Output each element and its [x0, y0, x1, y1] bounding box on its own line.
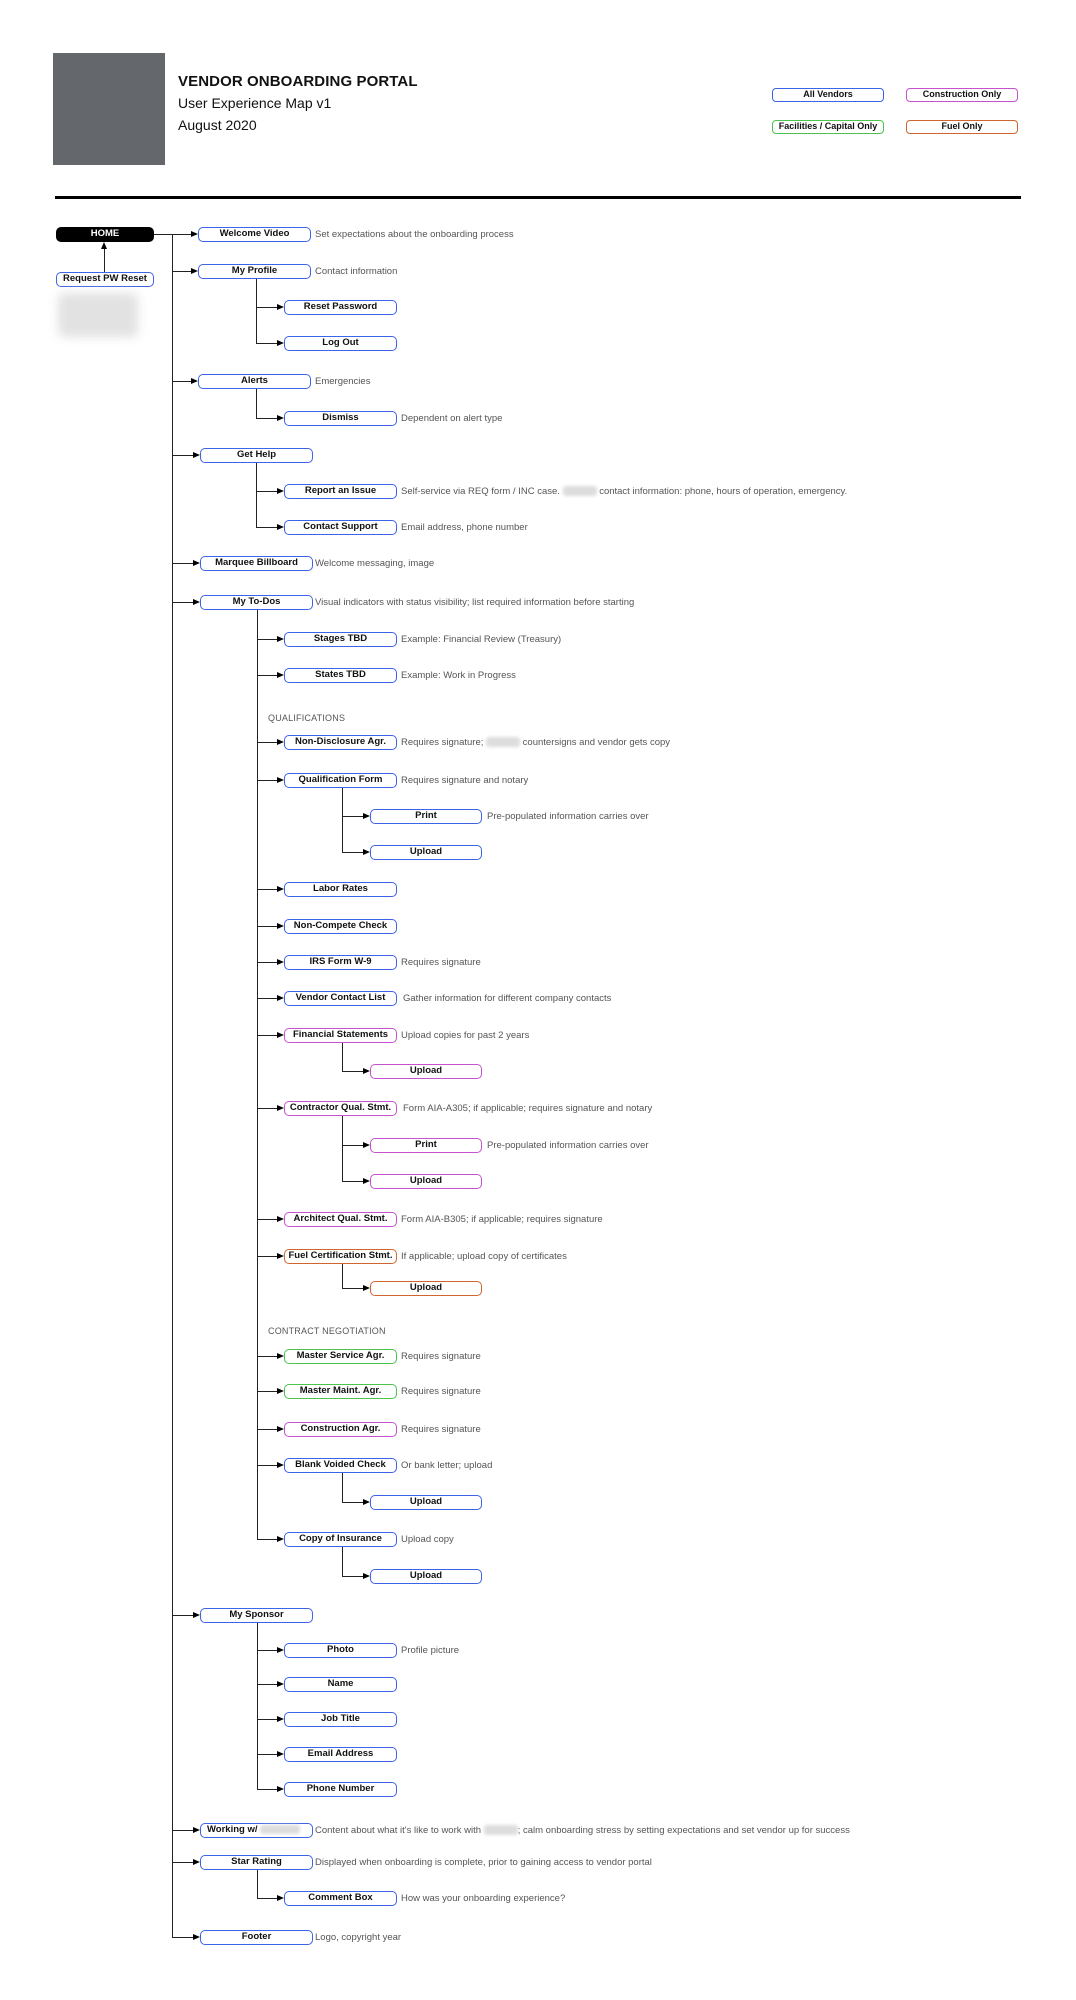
irs-w9-node[interactable]: IRS Form W-9: [284, 955, 397, 970]
legend-construction-only: Construction Only: [906, 88, 1018, 102]
my-todos-desc: Visual indicators with status visibility; list required information before starting: [315, 597, 635, 608]
construction-agr-node[interactable]: Construction Agr.: [284, 1422, 397, 1437]
qual-upload-node[interactable]: Upload: [370, 845, 482, 860]
fuel-upload-node[interactable]: Upload: [370, 1281, 482, 1296]
legend-facilities-capital-only: Facilities / Capital Only: [772, 120, 884, 134]
connector: [257, 1870, 258, 1899]
arrow-right-icon: [277, 1105, 284, 1111]
connector: [172, 271, 192, 272]
arrow-right-icon: [277, 415, 284, 421]
connector: [342, 1502, 364, 1503]
qualification-form-desc: Requires signature and notary: [401, 775, 529, 786]
my-profile-node[interactable]: My Profile: [198, 264, 311, 279]
connector: [257, 998, 278, 999]
connector: [154, 234, 172, 235]
master-service-agr-desc: Requires signature: [401, 1351, 481, 1362]
todos-branch-line: [257, 610, 258, 1540]
connector: [172, 1937, 194, 1938]
qual-print-desc: Pre-populated information carries over: [487, 811, 649, 822]
connector: [256, 389, 257, 419]
connector: [256, 527, 278, 528]
nda-desc: [401, 737, 670, 749]
connector: [342, 788, 343, 853]
page-title: VENDOR ONBOARDING PORTAL: [178, 73, 418, 90]
stages-tbd-desc: Example: Financial Review (Treasury): [401, 634, 562, 645]
arrow-right-icon: [277, 1462, 284, 1468]
states-tbd-node[interactable]: States TBD: [284, 668, 397, 683]
reset-password-node[interactable]: Reset Password: [284, 300, 397, 315]
connector: [257, 1356, 278, 1357]
connector: [257, 1650, 278, 1651]
star-rating-desc: Displayed when onboarding is complete, prior to gaining access to vendor portal: [315, 1857, 652, 1868]
arrow-right-icon: [277, 1716, 284, 1722]
my-profile-desc: Contact information: [315, 266, 398, 277]
arrow-right-icon: [193, 560, 200, 566]
report-issue-desc-a: Self-service via REQ form / INC case.: [401, 486, 560, 497]
arrow-up-icon: [101, 242, 107, 249]
arrow-right-icon: [277, 1681, 284, 1687]
my-todos-node[interactable]: My To-Dos: [200, 595, 313, 610]
comment-box-desc: How was your onboarding experience?: [401, 1893, 566, 1904]
connector: [342, 1043, 343, 1072]
non-compete-node[interactable]: Non-Compete Check: [284, 919, 397, 934]
copy-of-insurance-node[interactable]: Copy of Insurance: [284, 1532, 397, 1547]
arrow-right-icon: [363, 1499, 370, 1505]
voided-check-upload-node[interactable]: Upload: [370, 1495, 482, 1510]
section-qualifications: QUALIFICATIONS: [268, 713, 346, 723]
connector: [342, 816, 364, 817]
request-pw-reset-node[interactable]: Request PW Reset: [56, 272, 154, 287]
arrow-right-icon: [363, 1573, 370, 1579]
connector: [342, 1145, 364, 1146]
sponsor-name-node[interactable]: Name: [284, 1677, 397, 1692]
qualification-form-node[interactable]: Qualification Form: [284, 773, 397, 788]
financial-statements-node[interactable]: Financial Statements: [284, 1028, 397, 1043]
arrow-right-icon: [277, 672, 284, 678]
connector: [257, 639, 278, 640]
connector: [256, 418, 278, 419]
copy-of-insurance-desc: Upload copy: [401, 1534, 454, 1545]
report-issue-desc: [401, 486, 847, 498]
connector: [257, 1465, 278, 1466]
arrow-right-icon: [277, 1253, 284, 1259]
connector: [104, 248, 105, 274]
connector: [257, 1789, 278, 1790]
star-rating-node[interactable]: Star Rating: [200, 1855, 313, 1870]
arrow-right-icon: [193, 1934, 200, 1940]
connector: [256, 343, 278, 344]
connector: [172, 1615, 194, 1616]
arrow-right-icon: [277, 524, 284, 530]
arrow-right-icon: [277, 777, 284, 783]
arrow-right-icon: [363, 813, 370, 819]
connector: [172, 563, 194, 564]
nda-desc-a: Requires signature;: [401, 737, 484, 748]
redacted-text: [58, 293, 138, 337]
arrow-right-icon: [277, 1786, 284, 1792]
arrow-right-icon: [191, 231, 198, 237]
report-issue-desc-b: contact information: phone, hours of operation, emergency.: [599, 486, 848, 497]
dismiss-node[interactable]: Dismiss: [284, 411, 397, 426]
architect-qual-desc: Form AIA-B305; if applicable; requires signature: [401, 1214, 603, 1225]
arrow-right-icon: [363, 1178, 370, 1184]
connector: [257, 1898, 278, 1899]
arrow-right-icon: [193, 1827, 200, 1833]
arrow-right-icon: [363, 1285, 370, 1291]
states-tbd-desc: Example: Work in Progress: [401, 670, 516, 681]
fuel-certification-desc: If applicable; upload copy of certificates: [401, 1251, 567, 1262]
connector: [257, 742, 278, 743]
title-block: [178, 72, 418, 136]
arrow-right-icon: [363, 1142, 370, 1148]
nda-node[interactable]: Non-Disclosure Agr.: [284, 735, 397, 750]
connector: [342, 1576, 364, 1577]
master-service-agr-node[interactable]: Master Service Agr.: [284, 1349, 397, 1364]
connector: [256, 307, 278, 308]
arrow-right-icon: [191, 378, 198, 384]
arrow-right-icon: [277, 886, 284, 892]
page-subtitle: User Experience Map v1: [178, 95, 332, 111]
connector: [256, 463, 257, 528]
arrow-right-icon: [277, 304, 284, 310]
sponsor-email-node[interactable]: Email Address: [284, 1747, 397, 1762]
stages-tbd-node[interactable]: Stages TBD: [284, 632, 397, 647]
connector: [342, 1473, 343, 1503]
arrow-right-icon: [277, 959, 284, 965]
construction-agr-desc: Requires signature: [401, 1424, 481, 1435]
connector: [172, 1862, 194, 1863]
contractor-upload-node[interactable]: Upload: [370, 1174, 482, 1189]
master-maint-agr-desc: Requires signature: [401, 1386, 481, 1397]
main-trunk-line: [172, 234, 173, 1938]
arrow-right-icon: [277, 1426, 284, 1432]
arrow-right-icon: [277, 1536, 284, 1542]
insurance-upload-node[interactable]: Upload: [370, 1569, 482, 1584]
connector: [257, 1256, 278, 1257]
arrow-right-icon: [277, 340, 284, 346]
arrow-right-icon: [363, 1068, 370, 1074]
connector: [257, 1623, 258, 1790]
dismiss-desc: Dependent on alert type: [401, 413, 503, 424]
marquee-billboard-node[interactable]: Marquee Billboard: [200, 556, 313, 571]
working-with-desc-b: ; calm onboarding stress by setting expectations and set vendor up for success: [517, 1825, 850, 1836]
arrow-right-icon: [277, 1751, 284, 1757]
connector: [257, 1219, 278, 1220]
connector: [342, 1116, 343, 1182]
connector: [257, 1719, 278, 1720]
arrow-right-icon: [193, 452, 200, 458]
arrow-right-icon: [277, 739, 284, 745]
arrow-right-icon: [277, 1032, 284, 1038]
connector: [257, 1035, 278, 1036]
working-with-desc: [315, 1825, 850, 1837]
arrow-right-icon: [277, 923, 284, 929]
footer-desc: Logo, copyright year: [315, 1932, 402, 1943]
footer-node[interactable]: Footer: [200, 1930, 313, 1945]
contractor-print-desc: Pre-populated information carries over: [487, 1140, 649, 1151]
connector: [342, 1181, 364, 1182]
connector: [257, 1429, 278, 1430]
arrow-right-icon: [193, 599, 200, 605]
arrow-right-icon: [277, 1353, 284, 1359]
connector: [342, 852, 364, 853]
contact-support-node[interactable]: Contact Support: [284, 520, 397, 535]
connector: [172, 381, 192, 382]
qual-print-node[interactable]: Print: [370, 809, 482, 824]
arrow-right-icon: [193, 1612, 200, 1618]
connector: [172, 602, 194, 603]
fuel-certification-node[interactable]: Fuel Certification Stmt.: [284, 1249, 397, 1264]
arrow-right-icon: [193, 1859, 200, 1865]
sponsor-photo-desc: Profile picture: [401, 1645, 460, 1656]
connector: [342, 1547, 343, 1577]
connector: [342, 1288, 364, 1289]
alerts-desc: Emergencies: [315, 376, 371, 387]
redacted-text: [563, 486, 597, 496]
financial-upload-node[interactable]: Upload: [370, 1064, 482, 1079]
master-maint-agr-node[interactable]: Master Maint. Agr.: [284, 1384, 397, 1399]
connector: [257, 675, 278, 676]
financial-statements-desc: Upload copies for past 2 years: [401, 1030, 530, 1041]
connector: [342, 1264, 343, 1289]
arrow-right-icon: [363, 849, 370, 855]
get-help-node[interactable]: Get Help: [200, 448, 313, 463]
header-divider: [55, 196, 1021, 199]
arrow-right-icon: [191, 268, 198, 274]
connector: [257, 1108, 278, 1109]
connector: [172, 455, 194, 456]
arrow-right-icon: [277, 1647, 284, 1653]
architect-qual-node[interactable]: Architect Qual. Stmt.: [284, 1212, 397, 1227]
connector: [257, 1539, 278, 1540]
connector: [257, 926, 278, 927]
sponsor-phone-node[interactable]: Phone Number: [284, 1782, 397, 1797]
connector: [256, 279, 257, 344]
connector: [257, 1391, 278, 1392]
welcome-video-node[interactable]: Welcome Video: [198, 227, 311, 242]
page-date: August 2020: [178, 117, 257, 133]
connector: [257, 1684, 278, 1685]
section-contract-negotiation: CONTRACT NEGOTIATION: [268, 1326, 386, 1336]
contractor-qual-desc: Form AIA-A305; if applicable; requires signature and notary: [403, 1103, 653, 1114]
log-out-node[interactable]: Log Out: [284, 336, 397, 351]
contractor-qual-node[interactable]: Contractor Qual. Stmt.: [284, 1101, 397, 1116]
connector: [172, 1830, 194, 1831]
working-with-label: Working w/: [207, 1824, 258, 1835]
arrow-right-icon: [277, 995, 284, 1001]
vendor-contact-list-desc: Gather information for different company contacts: [403, 993, 612, 1004]
voided-check-node[interactable]: Blank Voided Check: [284, 1458, 397, 1473]
voided-check-desc: Or bank letter; upload: [401, 1460, 493, 1471]
irs-w9-desc: Requires signature: [401, 957, 481, 968]
report-issue-node[interactable]: Report an Issue: [284, 484, 397, 499]
redacted-text: [484, 1825, 518, 1835]
sponsor-job-title-node[interactable]: Job Title: [284, 1712, 397, 1727]
redacted-text: [260, 1825, 300, 1834]
legend-all-vendors: All Vendors: [772, 88, 884, 102]
arrow-right-icon: [277, 636, 284, 642]
home-node[interactable]: HOME: [56, 227, 154, 242]
welcome-video-desc: Set expectations about the onboarding process: [315, 229, 514, 240]
connector: [342, 1071, 364, 1072]
marquee-billboard-desc: Welcome messaging, image: [315, 558, 435, 569]
labor-rates-node[interactable]: Labor Rates: [284, 882, 397, 897]
arrow-right-icon: [277, 1895, 284, 1901]
connector: [257, 889, 278, 890]
arrow-right-icon: [277, 488, 284, 494]
connector: [256, 491, 278, 492]
contractor-print-node[interactable]: Print: [370, 1138, 482, 1153]
vendor-contact-list-node[interactable]: Vendor Contact List: [284, 991, 397, 1006]
alerts-node[interactable]: Alerts: [198, 374, 311, 389]
connector: [257, 1754, 278, 1755]
connector: [172, 234, 192, 235]
connector: [257, 780, 278, 781]
contact-support-desc: Email address, phone number: [401, 522, 528, 533]
redacted-text: [486, 737, 520, 747]
connector: [257, 962, 278, 963]
nda-desc-b: countersigns and vendor gets copy: [522, 737, 671, 748]
sponsor-photo-node[interactable]: Photo: [284, 1643, 397, 1658]
arrow-right-icon: [277, 1216, 284, 1222]
legend-fuel-only: Fuel Only: [906, 120, 1018, 134]
arrow-right-icon: [277, 1388, 284, 1394]
working-with-node[interactable]: [200, 1823, 313, 1838]
logo-placeholder: [53, 53, 165, 165]
my-sponsor-node[interactable]: My Sponsor: [200, 1608, 313, 1623]
comment-box-node[interactable]: Comment Box: [284, 1891, 397, 1906]
working-with-desc-a: Content about what it's like to work with: [315, 1825, 482, 1836]
